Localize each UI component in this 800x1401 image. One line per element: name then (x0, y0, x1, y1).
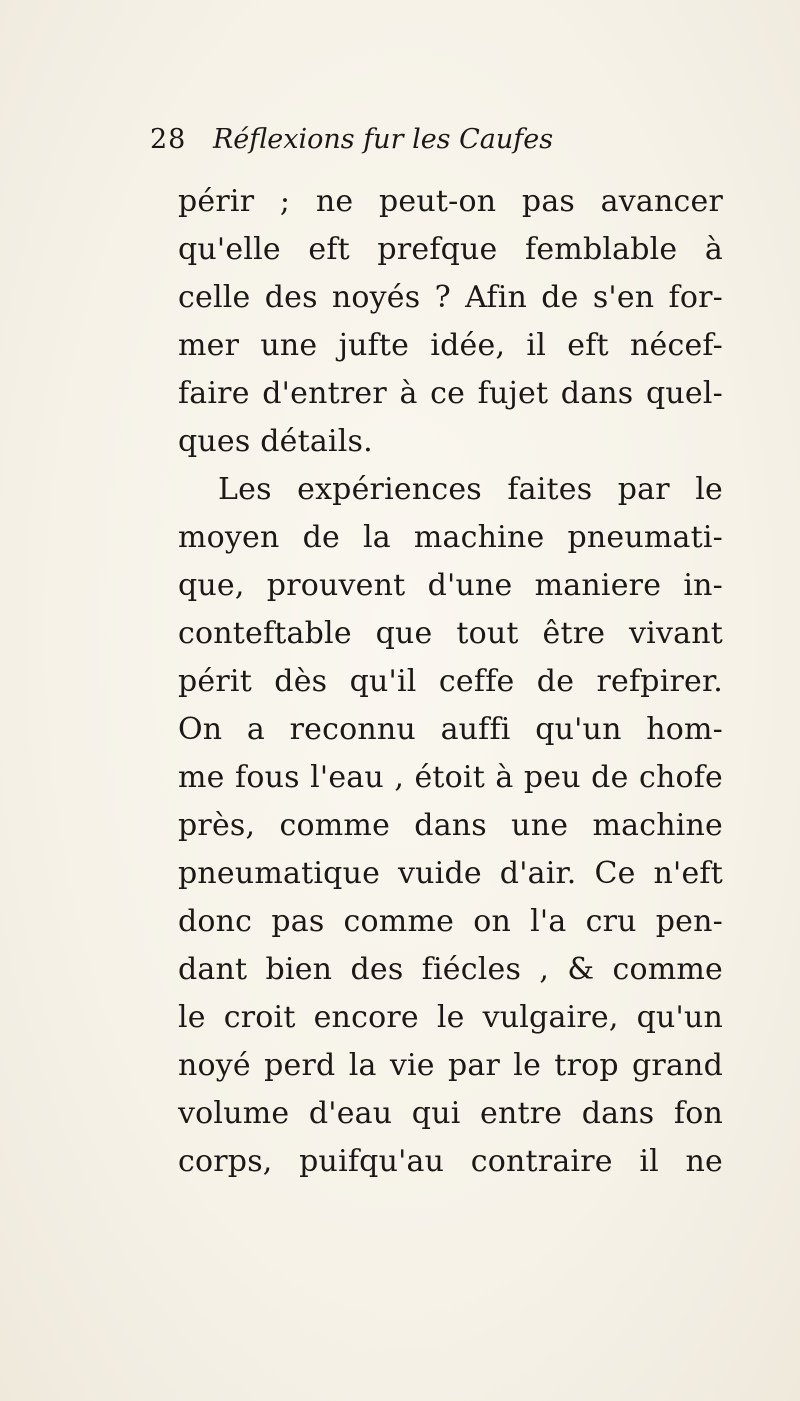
text-line: le croit encore le vulgaire, qu'un (178, 1000, 723, 1035)
text-line: On a reconnu auffi qu'un hom- (178, 712, 723, 747)
text-line: qu'elle eft prefque femblable à (178, 232, 723, 267)
running-head (150, 120, 710, 160)
body-text (178, 178, 723, 1186)
text-line: périt dès qu'il ceffe de refpirer. (178, 664, 723, 699)
text-line: celle des noyés ? Afin de s'en for- (178, 280, 723, 315)
text-line: que, prouvent d'une maniere in- (178, 568, 723, 603)
text-line: me fous l'eau , étoit à peu de chofe (178, 760, 723, 795)
text-line: donc pas comme on l'a cru pen- (178, 904, 723, 939)
paragraph-start-line: Les expériences faites par le (218, 472, 723, 507)
text-line: près, comme dans une machine (178, 808, 723, 843)
running-title: Réflexions fur les Caufes (212, 124, 554, 155)
text-line: mer une jufte idée, il eft nécef- (178, 328, 723, 363)
text-line: corps, puifqu'au contraire il ne (178, 1144, 723, 1179)
text-line: noyé perd la vie par le trop grand (178, 1048, 723, 1083)
text-line: pneumatique vuide d'air. Ce n'eft (178, 856, 723, 891)
text-line: dant bien des fiécles , & comme (178, 952, 723, 987)
text-line: volume d'eau qui entre dans fon (178, 1096, 723, 1131)
page-number: 28 (150, 124, 187, 155)
text-line: moyen de la machine pneumati- (178, 520, 723, 555)
text-line: ques détails. (178, 424, 373, 459)
text-line: périr ; ne peut-on pas avancer (178, 184, 723, 219)
text-line: conteftable que tout être vivant (178, 616, 723, 651)
text-line: faire d'entrer à ce fujet dans quel- (178, 376, 723, 411)
